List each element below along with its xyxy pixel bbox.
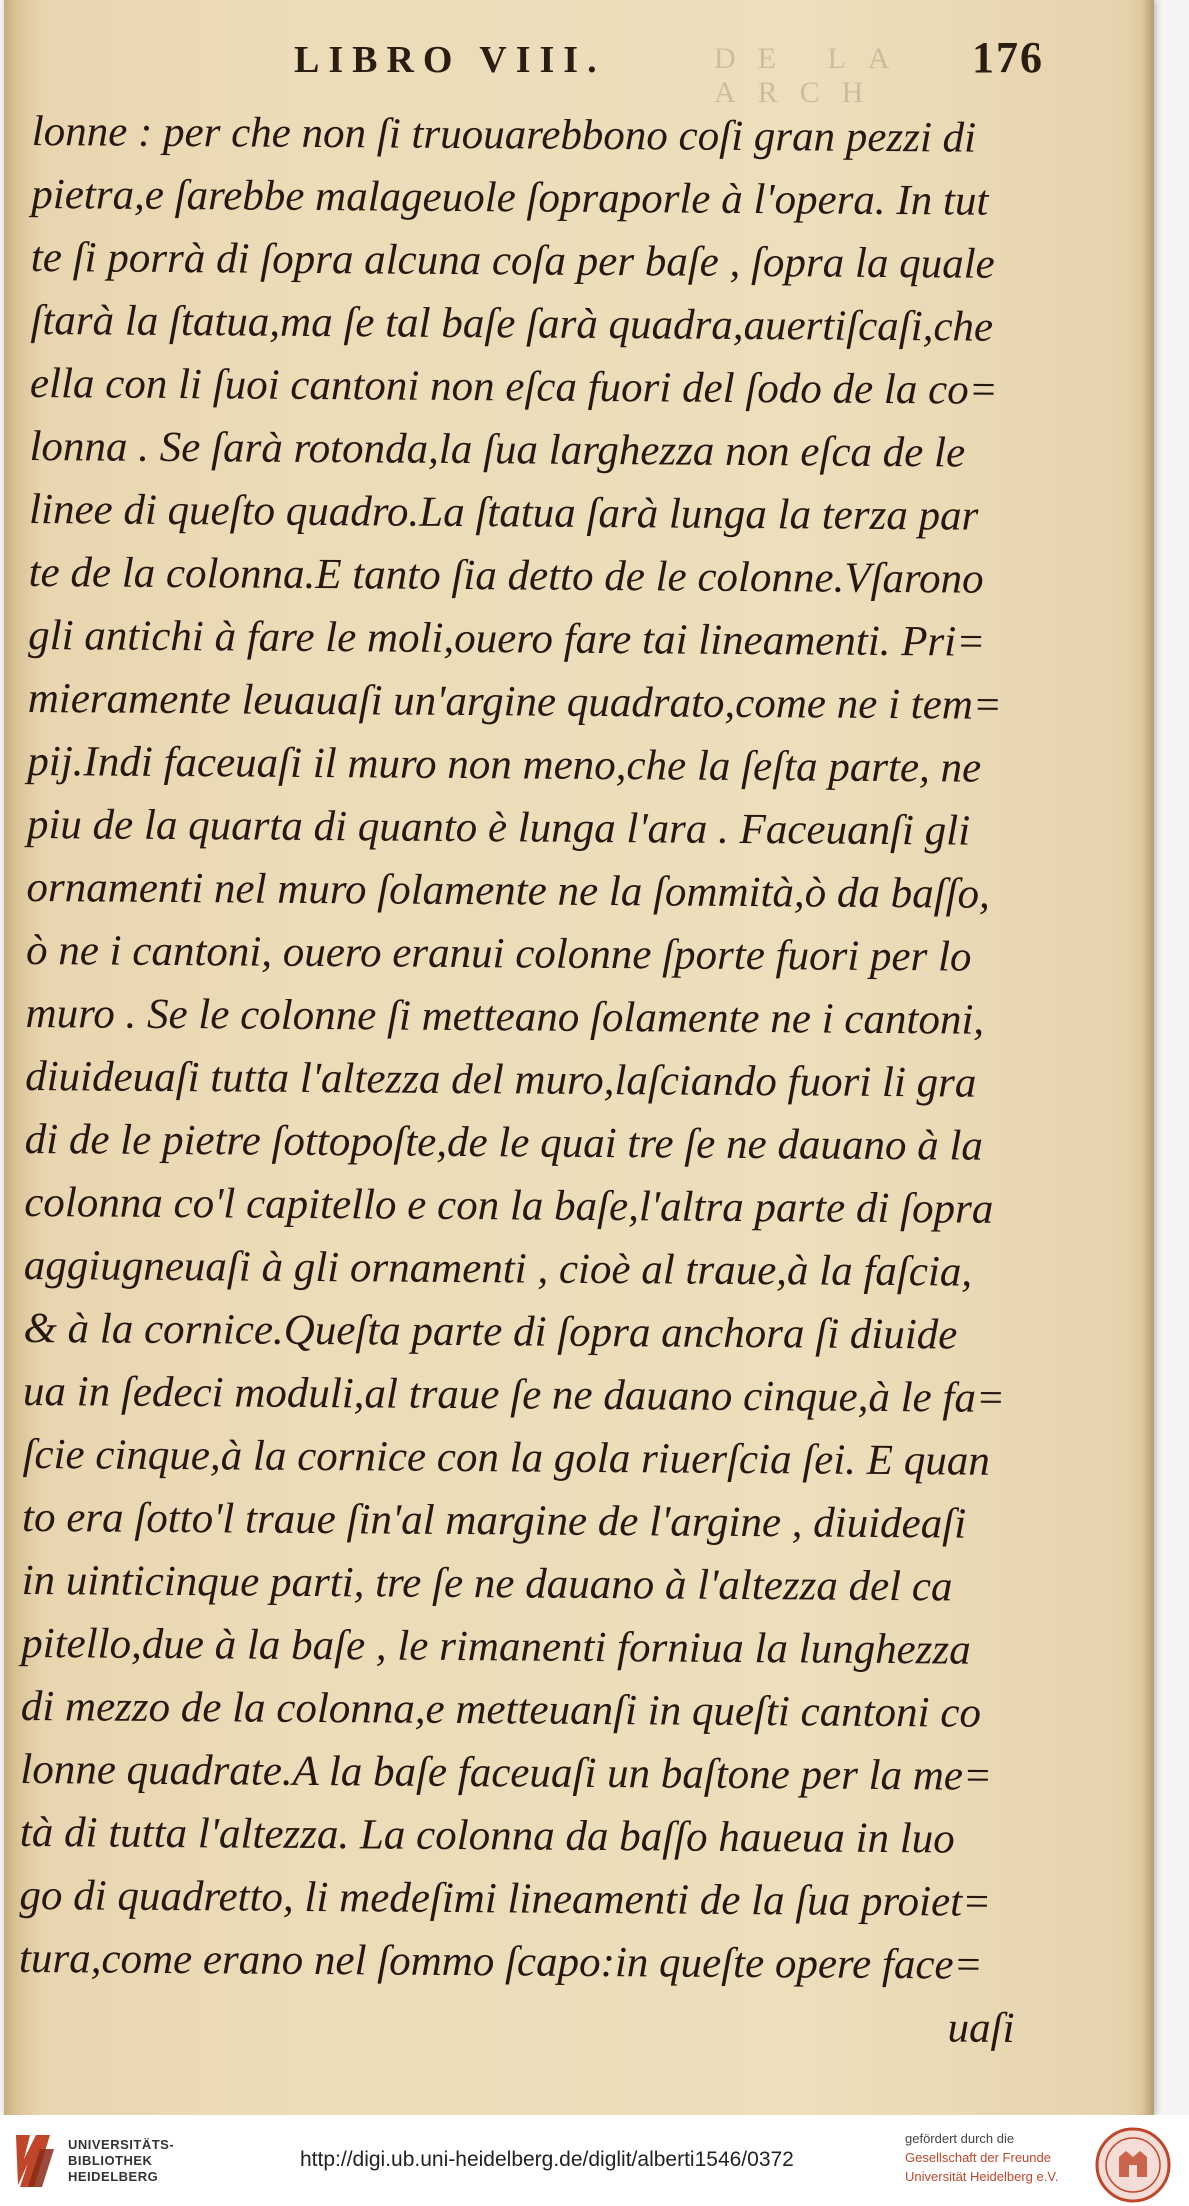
- text-line: muro . Se le colonne ſi metteano ſolamente ne i cantoni,: [25, 989, 985, 1044]
- text-line: di de le pietre ſottopoſte,de le quai tre ſe ne dauano à la: [24, 1115, 984, 1170]
- library-name-line: UNIVERSITÄTS-: [68, 2137, 175, 2152]
- header-title: LIBRO VIII.: [294, 39, 606, 81]
- text-line: gli antichi à fare le moli,ouero fare tai lineamenti. Pri=: [28, 611, 986, 666]
- text-line: in uinticinque parti, tre ſe ne dauano à l'altezza del ca: [21, 1556, 953, 1611]
- text-line: linee di queſto quadro.La ſtatua ſarà lunga la terza par: [28, 485, 979, 540]
- sponsor-label: gefördert durch die: [905, 2131, 1015, 2146]
- text-line: lonne quadrate.A la baſe faceuaſi un baſtone per la me=: [20, 1745, 993, 1800]
- permalink-url[interactable]: http://digi.ub.uni-heidelberg.de/diglit/alberti1546/0372: [300, 2148, 794, 2171]
- sponsor-credit: [905, 2129, 1058, 2186]
- footer-bar: [0, 2115, 1189, 2206]
- text-line: aggiugneuaſi à gli ornamenti , cioè al traue,à la faſcia,: [23, 1241, 973, 1296]
- book-page: [4, 0, 1154, 2115]
- text-line: to era ſotto'l traue ſin'al margine de l'argine , diuideaſi: [21, 1493, 967, 1548]
- text-line: tura,come erano nel ſommo ſcapo:in queſte opere face=: [18, 1934, 983, 1989]
- society-seal-icon[interactable]: [1095, 2127, 1171, 2203]
- library-name-line: HEIDELBERG: [68, 2169, 159, 2184]
- catchword: uaſi: [947, 2004, 1015, 2052]
- text-line: lonna . Se ſarà rotonda,la ſua larghezza non eſca de le: [29, 422, 966, 477]
- text-line: tà di tutta l'altezza. La colonna da baſſo haueua in luo: [19, 1808, 955, 1863]
- page-number: 176: [972, 33, 1044, 82]
- text-line: ella con li ſuoi cantoni non eſca fuori del ſodo de la co=: [29, 359, 998, 414]
- sponsor-org[interactable]: Universität Heidelberg e.V.: [905, 2169, 1059, 2184]
- text-line: lonne : per che non ſi truouarebbono coſi gran pezzi di: [31, 107, 977, 162]
- library-name: [68, 2137, 174, 2185]
- text-line: te ſi porrà di ſopra alcuna coſa per baſe , ſopra la quale: [30, 233, 995, 288]
- text-line: piu de la quarta di quanto è lunga l'ara . Faceuanſi gli: [26, 800, 971, 855]
- library-name-line: BIBLIOTHEK: [68, 2153, 153, 2168]
- text-line: colonna co'l capitello e con la baſe,l'altra parte di ſopra: [24, 1178, 994, 1233]
- text-line: pij.Indi faceuaſi il muro non meno,che la ſeſta parte, ne: [27, 737, 982, 792]
- text-line: & à la cornice.Queſta parte di ſopra anchora ſi diuide: [23, 1304, 958, 1359]
- university-logo-icon[interactable]: [10, 2129, 58, 2191]
- text-line: go di quadretto, li medeſimi lineamenti de la ſua proiet=: [19, 1871, 992, 1926]
- text-line: ſtarà la ſtatua,ma ſe tal baſe ſarà quadra,auertiſcaſi,che: [30, 296, 994, 351]
- text-line: ornamenti nel muro ſolamente ne la ſommità,ò da baſſo,: [26, 863, 991, 918]
- header-showthrough: DE LA ARCH: [714, 42, 910, 109]
- text-line: di mezzo de la colonna,e metteuanſi in queſti cantoni co: [20, 1682, 982, 1737]
- text-line: diuideuaſi tutta l'altezza del muro,laſciando fuori li gra: [25, 1052, 977, 1107]
- running-header: [294, 30, 1064, 109]
- text-line: ſcie cinque,à la cornice con la gola riuerſcia ſei. E quan: [22, 1430, 990, 1485]
- text-line: pitello,due à la baſe , le rimanenti forniua la lunghezza: [21, 1619, 971, 1674]
- text-line: ò ne i cantoni, ouero eranui colonne ſporte fuori per lo: [25, 926, 972, 981]
- text-line: mieramente leuauaſi un'argine quadrato,come ne i tem=: [27, 674, 1003, 729]
- text-line: te de la colonna.E tanto ſia detto de le colonne.Vſarono: [28, 548, 984, 603]
- page-text: [18, 100, 1032, 2060]
- text-line: ua in ſedeci moduli,al traue ſe ne dauano cinque,à le fa=: [22, 1367, 1006, 1422]
- sponsor-org[interactable]: Gesellschaft der Freunde: [905, 2150, 1051, 2165]
- text-line: pietra,e ſarebbe malageuole ſopraporle à l'opera. In tut: [31, 170, 989, 225]
